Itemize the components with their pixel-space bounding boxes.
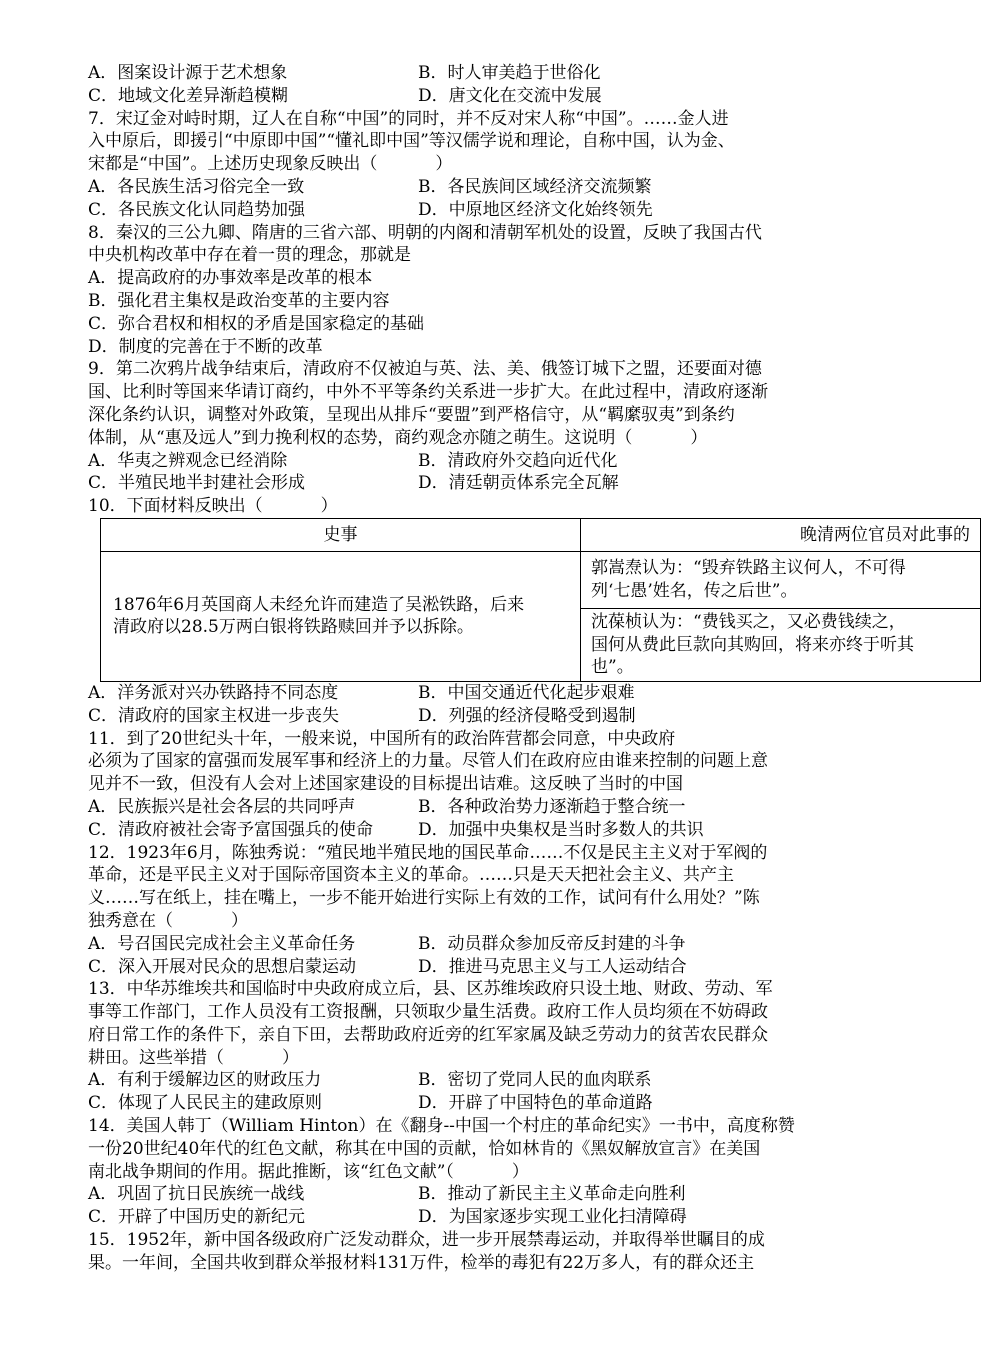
q13-options-row2 — [88, 1092, 858, 1115]
q10-stem-tail: ） — [320, 496, 338, 517]
guo-line: 列‘七愚’姓名，传之后世”。 — [591, 580, 798, 601]
q9-option-d: D．清廷朝贡体系完全瓦解 — [418, 473, 619, 494]
q9-options-row1 — [88, 450, 858, 473]
q7-option-d: D．中原地区经济文化始终领先 — [418, 199, 653, 220]
q11-option-d: D．加强中央集权是当时多数人的共识 — [418, 819, 704, 840]
q7-option-c: C．各民族文化认同趋势加强 — [88, 199, 306, 220]
guo-line: 郭嵩焘认为：“毁弃铁路主议何人，不可得 — [591, 558, 906, 579]
q7-stem-tail: ） — [435, 154, 453, 175]
q14-option-b: B．推动了新民主主义革命走向胜利 — [418, 1184, 686, 1205]
q13-option-d: D．开辟了中国特色的革命道路 — [418, 1093, 653, 1114]
q14-options-row1 — [88, 1183, 858, 1206]
q13-stem-line — [88, 1047, 858, 1070]
q7-stem-text: 宋都是“中国”。上述历史现象反映出（ — [88, 154, 378, 175]
q11-option-a: A．民族振兴是社会各层的共同呼声 — [88, 796, 356, 817]
q8-option-d: D．制度的完善在于不断的改革 — [88, 336, 323, 357]
q11-options-row1 — [88, 796, 858, 819]
q10-stem-line — [88, 495, 858, 518]
q14-option-c: C．开辟了中国历史的新纪元 — [88, 1207, 306, 1228]
exam-page — [88, 62, 970, 1275]
q13-option-a: A．有利于缓解边区的财政压力 — [88, 1070, 322, 1091]
q9-stem-line: 9．第二次鸦片战争结束后，清政府不仅被迫与英、法、美、俄签订城下之盟，还要面对德 — [88, 359, 762, 380]
q10-options-row2 — [88, 705, 858, 728]
q10-option-a: A．洋务派对兴办铁路持不同态度 — [88, 682, 339, 703]
q7-options-row1 — [88, 176, 858, 199]
q8-option-a: A．提高政府的办事效率是改革的根本 — [88, 268, 373, 289]
q14-option-d: D．为国家逐步实现工业化扫清障碍 — [418, 1207, 687, 1228]
q8-option-b: B．强化君主集权是政治变革的主要内容 — [88, 290, 390, 311]
q14-stem-line: 一份20世纪40年代的红色文献，称其在中国的贡献，恰如林肯的《黑奴解放宣言》在美国 — [88, 1138, 761, 1159]
q10-options-row1 — [88, 682, 858, 705]
q12-options-row1 — [88, 933, 858, 956]
q13-option-c: C．体现了人民民主的建政原则 — [88, 1093, 323, 1114]
q14-stem-tail: ） — [511, 1161, 529, 1182]
q12-stem-line: 义……写在纸上，挂在嘴上，一步不能开始进行实际上有效的工作，试问有什么用处？”陈 — [88, 888, 760, 909]
table-cell-guo-songtao — [581, 551, 981, 608]
q7-stem-line: 7．宋辽金对峙时期，辽人在自称“中国”的同时，并不反对宋人称“中国”。……金人进 — [88, 108, 729, 129]
q9-stem-text: 体制，从“惠及远人”到力挽利权的态势，商约观念亦随之萌生。这说明（ — [88, 427, 633, 448]
shen-line: 国何从费此巨款向其购回，将来亦终于听其 — [591, 634, 914, 655]
table-cell-event — [101, 551, 581, 681]
q12-stem-tail: ） — [231, 910, 248, 931]
q12-stem-line: 12．1923年6月，陈独秀说：“殖民地半殖民地的国民革命……不仅是民主主义对于军阀的 — [88, 842, 768, 863]
q13-stem-line: 13．中华苏维埃共和国临时中央政府成立后，县、区苏维埃政府只设土地、财政、劳动、军 — [88, 979, 773, 1000]
q13-stem-line: 府日常工作的条件下，亲自下田，去帮助政府近旁的红军家属及缺乏劳动力的贫苦农民群众 — [88, 1024, 768, 1045]
q9-stem-line: 国、比利时等国来华请订商约，中外不平等条约关系进一步扩大。在此过程中，清政府逐渐 — [88, 382, 768, 403]
event-line: 1876年6月英国商人未经允许而建造了吴淞铁路，后来 — [113, 594, 525, 615]
q9-option-a: A．华夷之辨观念已经消除 — [88, 450, 288, 471]
q12-options-row2 — [88, 956, 858, 979]
q6-option-c: C．地域文化差异渐趋模糊 — [88, 85, 289, 106]
q9-option-c: C．半殖民地半封建社会形成 — [88, 473, 306, 494]
q14-stem-line — [88, 1161, 858, 1184]
q14-stem-text: 南北战争期间的作用。据此推断，该“红色文献”（ — [88, 1161, 454, 1182]
q9-stem-tail: ） — [690, 427, 708, 448]
q11-option-c: C．清政府被社会寄予富国强兵的使命 — [88, 819, 374, 840]
q7-stem-line: 入中原后，即援引“中原即中国”“懂礼即中国”等汉儒学说和理论，自称中国，认为金、 — [88, 131, 735, 152]
q6-option-a: A．图案设计源于艺术想象 — [88, 63, 288, 83]
q13-options-row1 — [88, 1069, 858, 1092]
q11-options-row2 — [88, 819, 858, 842]
q7-options-row2 — [88, 199, 858, 222]
q10-stem-text: 10．下面材料反映出（ — [88, 496, 263, 517]
q12-stem-line: 革命，还是平民主义对于国际帝国资本主义的革命。……只是天天把社会主义、共产主 — [88, 865, 734, 886]
q6-option-b: B．时人审美趋于世俗化 — [418, 63, 601, 83]
q13-option-b: B．密切了党同人民的血肉联系 — [418, 1070, 652, 1091]
q14-options-row2 — [88, 1206, 858, 1229]
q8-stem-line: 8．秦汉的三公九卿、隋唐的三省六部、明朝的内阁和清朝军机处的设置，反映了我国古代 — [88, 222, 762, 243]
q9-option-b: B．清政府外交趋向近代化 — [418, 450, 618, 471]
q12-stem-text: 独秀意在（ — [88, 910, 173, 931]
q13-stem-text: 耕田。这些举措（ — [88, 1047, 224, 1068]
q6-options-row2 — [88, 85, 858, 108]
q7-option-a: A．各民族生活习俗完全一致 — [88, 176, 305, 197]
q8-stem-line: 中央机构改革中存在着一贯的理念，那就是 — [88, 245, 411, 266]
q14-option-a: A．巩固了抗日民族统一战线 — [88, 1184, 305, 1205]
q12-option-b: B．动员群众参加反帝反封建的斗争 — [418, 933, 686, 954]
q6-options-row1 — [88, 62, 858, 85]
table-cell-shen-baozhen — [581, 608, 981, 681]
q13-stem-tail: ） — [282, 1047, 299, 1068]
q9-stem-line — [88, 427, 858, 450]
q12-option-d: D．推进马克思主义与工人运动结合 — [418, 956, 687, 977]
q9-stem-line: 深化条约认识，调整对外政策，呈现出从排斥“要盟”到严格信守，从“羁縻驭夷”到条约 — [88, 404, 735, 425]
q6-option-d: D．唐文化在交流中发展 — [418, 85, 602, 106]
q11-stem-line: 必须为了国家的富强而发展军事和经济上的力量。尽管人们在政府应由谁来控制的问题上意 — [88, 751, 768, 772]
q14-stem-line: 14．美国人韩丁（William Hinton）在《翻身--中国一个村庄的革命纪实》一书中，高度称赞 — [88, 1116, 795, 1137]
shen-line: 也”。 — [591, 657, 634, 678]
q12-option-c: C．深入开展对民众的思想启蒙运动 — [88, 956, 357, 977]
event-line: 清政府以28.5万两白银将铁路赎回并予以拆除。 — [113, 617, 474, 638]
q7-stem-line — [88, 153, 858, 176]
q9-options-row2 — [88, 472, 858, 495]
q12-option-a: A．号召国民完成社会主义革命任务 — [88, 933, 356, 954]
shen-line: 沈葆桢认为：“费钱买之，又必费钱续之， — [591, 611, 906, 632]
q13-stem-line: 事等工作部门，工作人员没有工资报酬，只领取少量生活费。政府工作人员均须在不妨碍政 — [88, 1002, 768, 1023]
q8-option-c: C．弥合君权和相权的矛盾是国家稳定的基础 — [88, 313, 425, 334]
q10-material-table — [100, 518, 981, 682]
q12-stem-line — [88, 910, 858, 933]
q10-option-b: B．中国交通近代化起步艰难 — [418, 682, 635, 703]
q7-option-b: B．各民族间区域经济交流频繁 — [418, 176, 652, 197]
table-header-opinions: 晚清两位官员对此事的 — [581, 518, 981, 551]
q11-option-b: B．各种政治势力逐渐趋于整合统一 — [418, 796, 686, 817]
q11-stem-line: 11．到了20世纪头十年，一般来说，中国所有的政治阵营都会同意，中央政府 — [88, 728, 676, 749]
q15-stem-line: 果。一年间，全国共收到群众举报材料131万件，检举的毒犯有22万多人，有的群众还主 — [88, 1252, 755, 1273]
q10-option-c: C．清政府的国家主权进一步丧失 — [88, 705, 340, 726]
q11-stem-line: 见并不一致，但没有人会对上述国家建设的目标提出诘难。这反映了当时的中国 — [88, 774, 683, 795]
q15-stem-line: 15．1952年，新中国各级政府广泛发动群众，进一步开展禁毒运动，并取得举世瞩目的成 — [88, 1230, 765, 1251]
table-header-event: 史事 — [101, 518, 581, 551]
q10-option-d: D．列强的经济侵略受到遏制 — [418, 705, 636, 726]
